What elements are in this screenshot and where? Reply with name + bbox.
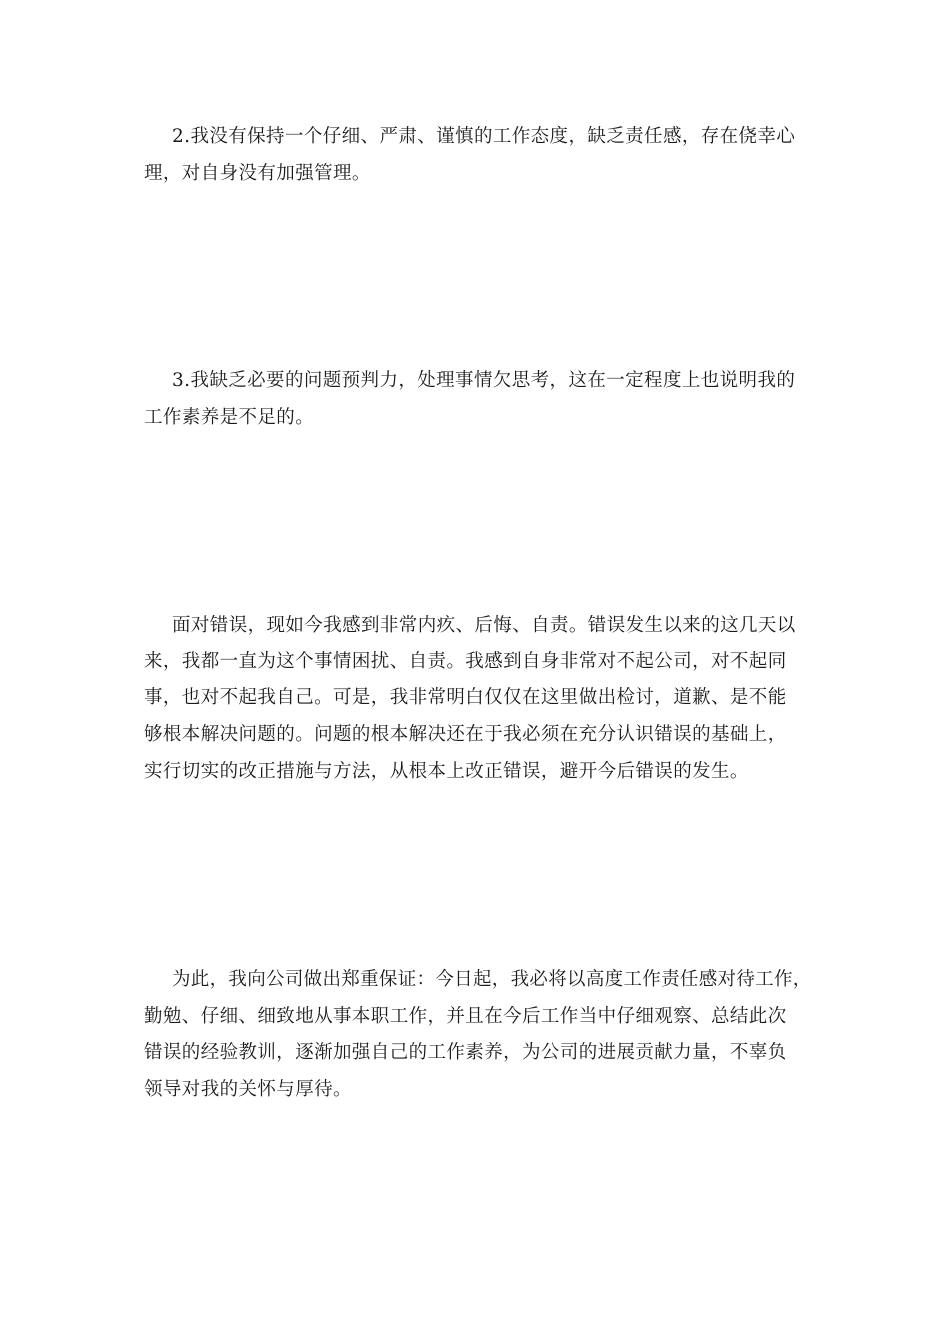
paragraph-line: 2.我没有保持一个仔细、严肃、谨慎的工作态度，缺乏责任感，存在侥幸心: [172, 126, 796, 147]
paragraph-line: 事，也对不起我自己。可是，我非常明白仅仅在这里做出检讨，道歉、是不能: [144, 687, 787, 708]
paragraph-line: 勤勉、仔细、细致地从事本职工作，并且在今后工作当中仔细观察、总结此次: [144, 1006, 787, 1027]
paragraph-line: 工作素养是不足的。: [144, 407, 315, 428]
paragraph-line: 3.我缺乏必要的问题预判力，处理事情欠思考，这在一定程度上也说明我的: [172, 370, 796, 391]
paragraph-line: 实行切实的改正措施与方法，从根本上改正错误，避开今后错误的发生。: [144, 761, 749, 782]
paragraph-line: 够根本解决问题的。问题的根本解决还在于我必须在充分认识错误的基础上，: [144, 724, 787, 745]
paragraph-line: 来，我都一直为这个事情困扰、自责。我感到自身非常对不起公司，对不起同: [144, 651, 787, 672]
paragraph-line: 面对错误，现如今我感到非常内疚、后悔、自责。错误发生以来的这几天以: [172, 615, 796, 636]
paragraph-line: 错误的经验教训，逐渐加强自己的工作素养，为公司的进展贡献力量，不辜负: [144, 1042, 787, 1063]
paragraph-line: 理，对自身没有加强管理。: [144, 163, 371, 184]
paragraph-line: 为此，我向公司做出郑重保证：今日起，我必将以高度工作责任感对待工作，: [172, 969, 812, 990]
paragraph-line: 领导对我的关怀与厚待。: [144, 1079, 352, 1100]
